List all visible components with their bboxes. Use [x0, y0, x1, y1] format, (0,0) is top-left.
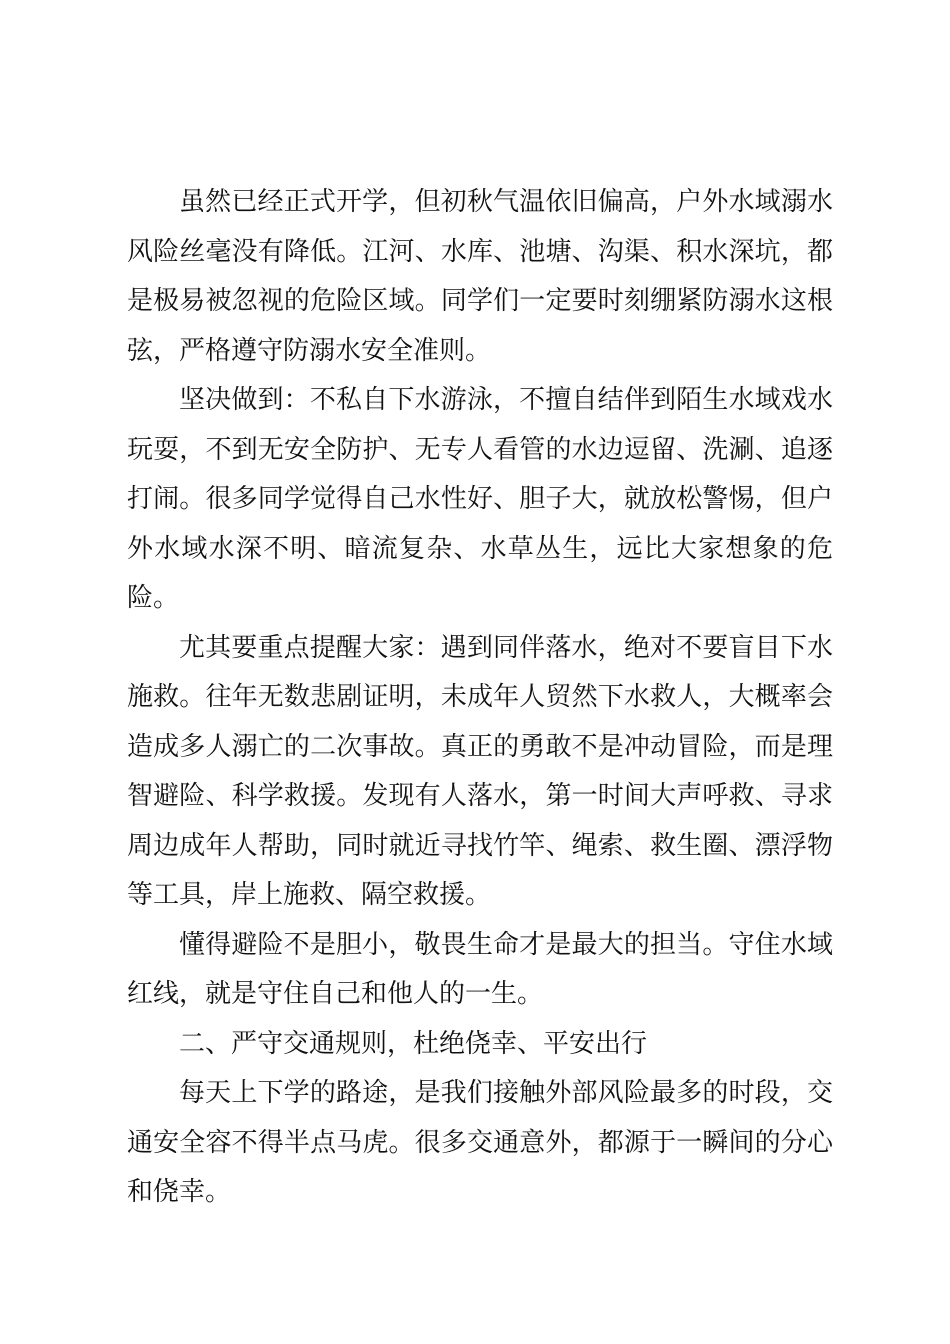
paragraph-rescue-warning: 尤其要重点提醒大家：遇到同伴落水，绝对不要盲目下水施救。往年无数悲剧证明，未成年人贸然下水救人，大概率会造成多人溺亡的二次事故。真正的勇敢不是冲动冒险，而是理智避险、科学救援。发现有人落水，第一时间大声呼救、寻求周边成年人帮助，同时就近寻找竹竿、绳索、救生圈、漂浮物等工具，岸上施救、隔空救援。 [127, 632, 833, 910]
section-heading-traffic: 二、严守交通规则，杜绝侥幸、平安出行 [179, 1028, 648, 1059]
paragraph-rules: 坚决做到：不私自下水游泳，不擅自结伴到陌生水域戏水玩耍，不到无安全防护、无专人看管的水边逗留、洗涮、追逐打闹。很多同学觉得自己水性好、胆子大，就放松警惕，但户外水域水深不明、暗流复杂、水草丛生，远比大家想象的危险。 [127, 385, 833, 613]
paragraph-conclusion: 懂得避险不是胆小，敬畏生命才是最大的担当。守住水域红线，就是守住自己和他人的一生。 [127, 929, 833, 1009]
paragraph-weather-risk: 虽然已经正式开学，但初秋气温依旧偏高，户外水域溺水风险丝毫没有降低。江河、水库、池塘、沟渠、积水深坑，都是极易被忽视的危险区域。同学们一定要时刻绷紧防溺水这根弦，严格遵守防溺水安全准则。 [127, 187, 833, 366]
paragraph-traffic-intro: 每天上下学的路途，是我们接触外部风险最多的时段，交通安全容不得半点马虎。很多交通意外，都源于一瞬间的分心和侥幸。 [127, 1078, 833, 1207]
document-body [127, 178, 833, 1218]
